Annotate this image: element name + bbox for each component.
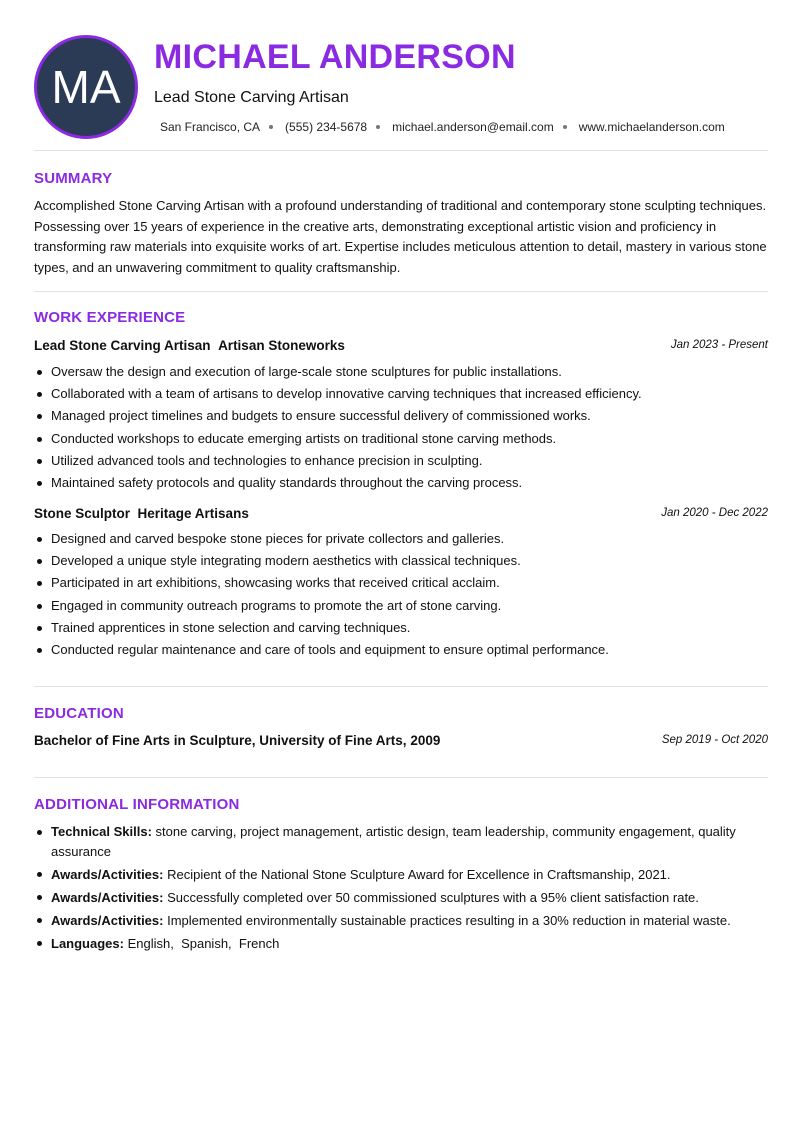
bullet-text: Participated in art exhibitions, showcasing works that received critical acclaim.	[51, 575, 500, 591]
bullet-text: Conducted workshops to educate emerging artists on traditional stone carving methods.	[51, 430, 557, 446]
bullet-icon	[37, 895, 42, 900]
bullet-icon	[37, 872, 42, 877]
contact-bar	[160, 120, 725, 134]
list-item	[34, 595, 768, 617]
job-dates: Jan 2020 - Dec 2022	[661, 507, 768, 519]
work-experience-heading: WORK EXPERIENCE	[34, 309, 186, 326]
job-bullets	[34, 528, 768, 661]
info-label: Technical Skills:	[51, 824, 152, 839]
list-item	[34, 450, 768, 472]
info-label: Awards/Activities:	[51, 889, 164, 905]
bullet-icon	[37, 581, 42, 586]
summary-text: Accomplished Stone Carving Artisan with a profound understanding of traditional and contemporary stone sculpting techniques. Possessing over 15 years of experience in the creative arts, demonstrating exceptional artistic vision and proficiency in transforming raw materials into exquisite works of art. Expertise includes meticulous attention to detail, mastery in various stone types, and an unwavering commitment to quality craftsmanship.	[34, 198, 767, 275]
bullet-text: Maintained safety protocols and quality standards throughout the carving process.	[51, 475, 523, 491]
list-item	[34, 911, 768, 931]
list-item	[34, 617, 768, 639]
resume-header	[34, 34, 768, 138]
divider	[34, 150, 768, 151]
info-text: Successfully completed over 50 commissioned sculptures with a 95% client satisfaction rate.	[167, 889, 699, 905]
bullet-icon	[37, 830, 42, 835]
list-item	[34, 888, 768, 908]
job-bullets	[34, 361, 768, 494]
avatar	[34, 35, 138, 139]
contact-location: San Francisco, CA	[160, 120, 261, 134]
contact-email[interactable]: michael.anderson@email.com	[392, 120, 554, 134]
job-company: Artisan Stoneworks	[218, 338, 345, 353]
list-item	[34, 428, 768, 450]
bullet-text: Collaborated with a team of artisans to develop innovative carving techniques that increased efficiency.	[51, 386, 642, 402]
list-item	[34, 405, 768, 427]
job-header	[34, 338, 768, 356]
education-entry	[34, 733, 768, 751]
bullet-text: Oversaw the design and execution of large-scale stone sculptures for public installations.	[51, 364, 562, 379]
list-item	[34, 528, 768, 550]
bullet-text: Utilized advanced tools and technologies to enhance precision in sculpting.	[51, 452, 483, 468]
bullet-icon	[37, 918, 42, 923]
info-text: Recipient of the National Stone Sculpture Award for Excellence in Craftsmanship, 2021.	[167, 866, 671, 882]
bullet-icon	[37, 604, 42, 609]
bullet-text: Engaged in community outreach programs to promote the art of stone carving.	[51, 597, 502, 613]
job-role: Stone Sculptor	[34, 506, 131, 521]
info-label: Languages:	[51, 935, 124, 951]
avatar-initials: MA	[51, 61, 121, 113]
job-dates: Jan 2023 - Present	[670, 339, 768, 351]
list-item	[34, 822, 768, 861]
contact-website[interactable]: www.michaelanderson.com	[578, 120, 725, 134]
contact-phone: (555) 234-5678	[285, 120, 368, 134]
separator-dot-icon	[563, 125, 567, 129]
divider	[34, 777, 768, 778]
info-text: stone carving, project management, artistic design, team leadership, community engagement, quality assurance	[51, 824, 736, 859]
candidate-name: MICHAEL ANDERSON	[154, 38, 516, 76]
bullet-icon	[37, 414, 42, 419]
list-item	[34, 550, 768, 572]
education-degree: Bachelor of Fine Arts in Sculpture, University of Fine Arts, 2009	[34, 733, 441, 748]
list-item	[34, 572, 768, 594]
education-heading: EDUCATION	[34, 705, 124, 722]
bullet-text: Trained apprentices in stone selection and carving techniques.	[51, 619, 411, 635]
job-role: Lead Stone Carving Artisan	[34, 338, 211, 353]
bullet-text: Developed a unique style integrating modern aesthetics with classical techniques.	[51, 553, 521, 569]
separator-dot-icon	[269, 125, 273, 129]
bullet-icon	[37, 370, 42, 375]
bullet-icon	[37, 392, 42, 397]
additional-info-list	[34, 822, 768, 957]
list-item	[34, 639, 768, 661]
candidate-title: Lead Stone Carving Artisan	[154, 89, 349, 106]
bullet-icon	[37, 941, 42, 946]
info-label: Awards/Activities:	[51, 866, 164, 882]
list-item	[34, 934, 768, 954]
bullet-icon	[37, 626, 42, 631]
job-company: Heritage Artisans	[137, 506, 249, 521]
bullet-icon	[37, 648, 42, 653]
education-dates: Sep 2019 - Oct 2020	[661, 734, 768, 746]
list-item	[34, 472, 768, 494]
bullet-text: Managed project timelines and budgets to ensure successful delivery of commissioned works.	[51, 408, 591, 424]
bullet-text: Conducted regular maintenance and care of tools and equipment to ensure optimal performance.	[51, 642, 609, 658]
divider	[34, 291, 768, 292]
bullet-icon	[37, 437, 42, 442]
list-item	[34, 865, 768, 885]
divider	[34, 686, 768, 687]
job-header	[34, 506, 768, 524]
additional-info-heading: ADDITIONAL INFORMATION	[34, 796, 240, 813]
separator-dot-icon	[376, 125, 380, 129]
summary-heading: SUMMARY	[34, 170, 113, 187]
info-label: Awards/Activities:	[51, 912, 164, 928]
list-item	[34, 361, 768, 383]
bullet-icon	[37, 559, 42, 564]
bullet-icon	[37, 481, 42, 486]
info-text: Implemented environmentally sustainable practices resulting in a 30% reduction in material waste.	[167, 912, 731, 928]
bullet-icon	[37, 537, 42, 542]
job-title-line	[34, 338, 345, 353]
list-item	[34, 383, 768, 405]
job-title-line	[34, 506, 249, 521]
bullet-text: Designed and carved bespoke stone pieces for private collectors and galleries.	[51, 531, 505, 546]
bullet-icon	[37, 459, 42, 464]
info-text: English, Spanish, French	[127, 935, 280, 951]
